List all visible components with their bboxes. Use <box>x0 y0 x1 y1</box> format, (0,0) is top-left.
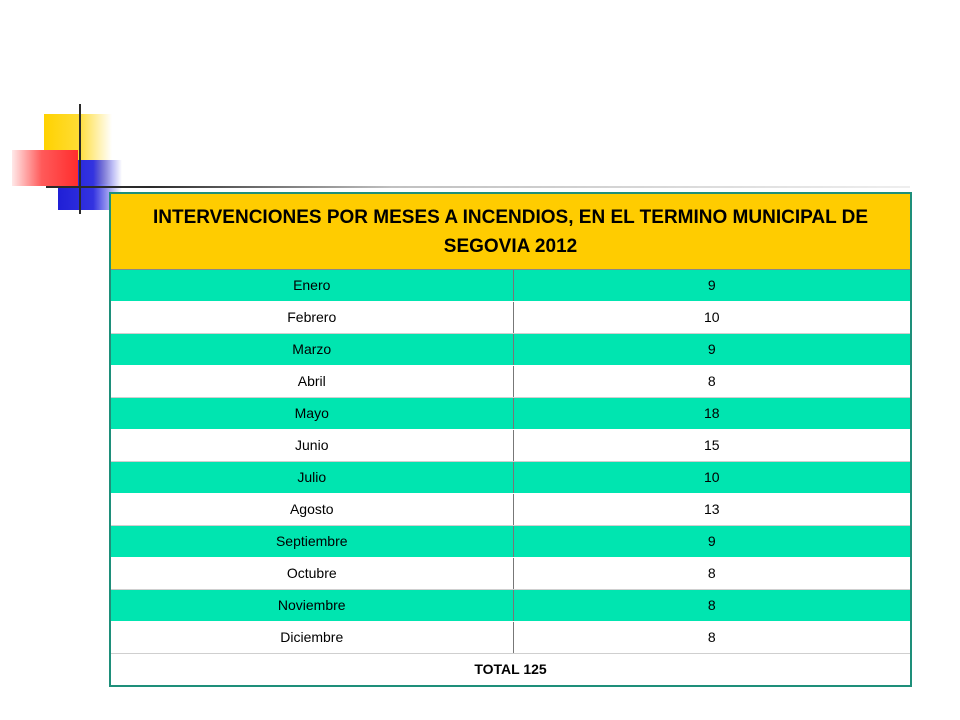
table-row <box>110 270 911 302</box>
month-cell: Septiembre <box>110 526 513 558</box>
table-row <box>110 622 911 654</box>
table-row <box>110 302 911 334</box>
month-cell: Octubre <box>110 558 513 590</box>
table-row <box>110 590 911 622</box>
table-row <box>110 430 911 462</box>
table-row <box>110 334 911 366</box>
month-cell: Julio <box>110 462 513 494</box>
table-row <box>110 558 911 590</box>
table-total-row <box>110 654 911 687</box>
table-row <box>110 462 911 494</box>
month-cell: Diciembre <box>110 622 513 654</box>
value-cell: 10 <box>513 302 911 334</box>
total-cell: TOTAL 125 <box>110 654 911 687</box>
table-row <box>110 398 911 430</box>
value-cell: 13 <box>513 494 911 526</box>
value-cell: 10 <box>513 462 911 494</box>
decorative-vertical-line <box>79 104 81 214</box>
value-cell: 18 <box>513 398 911 430</box>
value-cell: 15 <box>513 430 911 462</box>
table-row <box>110 526 911 558</box>
interventions-table <box>109 192 912 687</box>
value-cell: 9 <box>513 526 911 558</box>
value-cell: 8 <box>513 558 911 590</box>
value-cell: 8 <box>513 590 911 622</box>
decorative-horizontal-line <box>46 186 910 188</box>
month-cell: Junio <box>110 430 513 462</box>
value-cell: 8 <box>513 622 911 654</box>
month-cell: Enero <box>110 270 513 302</box>
month-cell: Abril <box>110 366 513 398</box>
value-cell: 8 <box>513 366 911 398</box>
table-title-row <box>110 193 911 270</box>
month-cell: Febrero <box>110 302 513 334</box>
value-cell: 9 <box>513 334 911 366</box>
table-title: INTERVENCIONES POR MESES A INCENDIOS, EN EL TERMINO MUNICIPAL DE SEGOVIA 2012 <box>110 193 911 270</box>
month-cell: Agosto <box>110 494 513 526</box>
month-cell: Mayo <box>110 398 513 430</box>
month-cell: Noviembre <box>110 590 513 622</box>
month-cell: Marzo <box>110 334 513 366</box>
value-cell: 9 <box>513 270 911 302</box>
table-row <box>110 494 911 526</box>
decorative-red-square <box>12 150 78 186</box>
table-row <box>110 366 911 398</box>
